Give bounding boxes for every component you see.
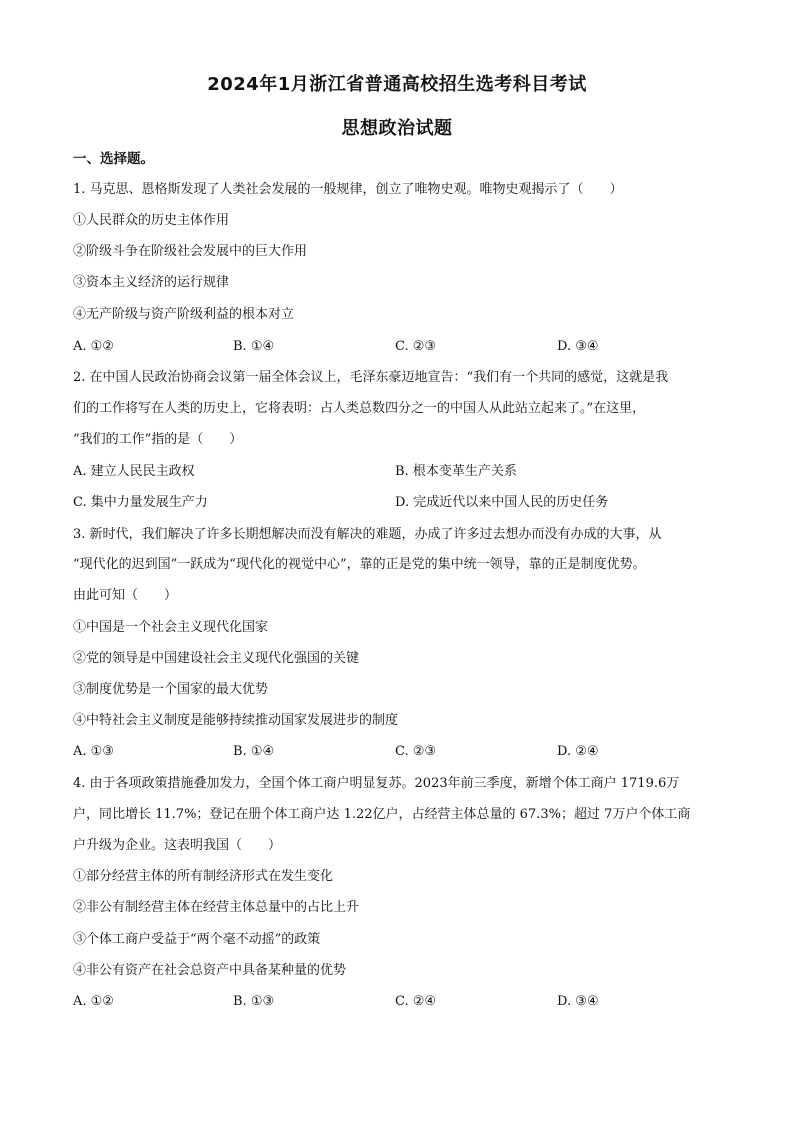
section-heading: 一、选择题。	[73, 151, 154, 167]
q2-stem-line-1: 2. 在中国人民政治协商会议第一届全体会议上，毛泽东豪迈地宣告：“我们有一个共同的感觉，这就是我	[73, 370, 669, 385]
q3-option-d[interactable]: D. ②④	[557, 744, 599, 759]
q3-stem-line-3: 由此可知（ ）	[73, 588, 178, 603]
q3-option-a[interactable]: A. ①③	[73, 744, 114, 759]
q2-option-c[interactable]: C. 集中力量发展生产力	[73, 495, 208, 510]
exam-title: 2024年1月浙江省普通高校招生选考科目考试	[207, 74, 587, 95]
q1-item-3: ③资本主义经济的运行规律	[73, 275, 230, 290]
q3-item-4: ④中特社会主义制度是能够持续推动国家发展进步的制度	[73, 713, 399, 728]
q4-stem-line-3: 户升级为企业。这表明我国（ ）	[73, 838, 282, 853]
q1-option-c[interactable]: C. ②③	[395, 339, 437, 354]
q3-stem-line-2: “现代化的迟到国”一跃成为“现代化的视觉中心”，靠的正是党的集中统一领导，靠的正是制度优势。	[73, 557, 646, 572]
q3-stem-line-1: 3. 新时代，我们解决了许多长期想解决而没有解决的难题，办成了许多过去想办而没有办成的大事，从	[73, 527, 662, 542]
q4-option-b[interactable]: B. ①③	[233, 994, 275, 1009]
q1-option-d[interactable]: D. ③④	[557, 339, 599, 354]
q3-item-2: ②党的领导是中国建设社会主义现代化强国的关键	[73, 651, 360, 666]
q4-item-4: ④非公有资产在社会总资产中具备某种量的优势	[73, 963, 347, 978]
q3-option-b[interactable]: B. ①④	[233, 744, 275, 759]
q1-option-b[interactable]: B. ①④	[233, 339, 275, 354]
q4-stem-line-1: 4. 由于各项政策措施叠加发力，全国个体工商户明显复苏。2023年前三季度，新增个体工商户 1719.6万	[73, 776, 680, 791]
q1-item-4: ④无产阶级与资产阶级利益的根本对立	[73, 307, 295, 322]
q2-option-b[interactable]: B. 根本变革生产关系	[395, 464, 517, 479]
q1-item-1: ①人民群众的历史主体作用	[73, 213, 230, 228]
q1-stem: 1. 马克思、恩格斯发现了人类社会发展的一般规律，创立了唯物史观。唯物史观揭示了（ ）	[73, 182, 623, 197]
q3-option-c[interactable]: C. ②③	[395, 744, 437, 759]
q4-stem-line-2: 户，同比增长 11.7%；登记在册个体工商户达 1.22亿户，占经营主体总量的 67.3%；超过 7万户个体工商	[73, 807, 691, 822]
q2-stem-line-2: 们的工作将写在人类的历史上，它将表明：占人类总数四分之一的中国人从此站立起来了。”在这里，	[73, 401, 646, 416]
q2-option-a[interactable]: A. 建立人民民主政权	[73, 464, 195, 479]
q3-item-1: ①中国是一个社会主义现代化国家	[73, 620, 269, 635]
q2-option-d[interactable]: D. 完成近代以来中国人民的历史任务	[395, 495, 609, 510]
q3-item-3: ③制度优势是一个国家的最大优势	[73, 682, 269, 697]
exam-subject: 思想政治试题	[341, 118, 453, 139]
q4-item-3: ③个体工商户受益于“两个毫不动摇”的政策	[73, 932, 321, 947]
q4-item-1: ①部分经营主体的所有制经济形式在发生变化	[73, 869, 334, 884]
q4-item-2: ②非公有制经营主体在经营主体总量中的占比上升	[73, 900, 360, 915]
q4-option-a[interactable]: A. ①②	[73, 994, 114, 1009]
q4-option-d[interactable]: D. ③④	[557, 994, 599, 1009]
q1-item-2: ②阶级斗争在阶级社会发展中的巨大作用	[73, 244, 308, 259]
q4-option-c[interactable]: C. ②④	[395, 994, 437, 1009]
q2-stem-line-3: “我们的工作”指的是（ ）	[73, 432, 243, 447]
q1-option-a[interactable]: A. ①②	[73, 339, 114, 354]
